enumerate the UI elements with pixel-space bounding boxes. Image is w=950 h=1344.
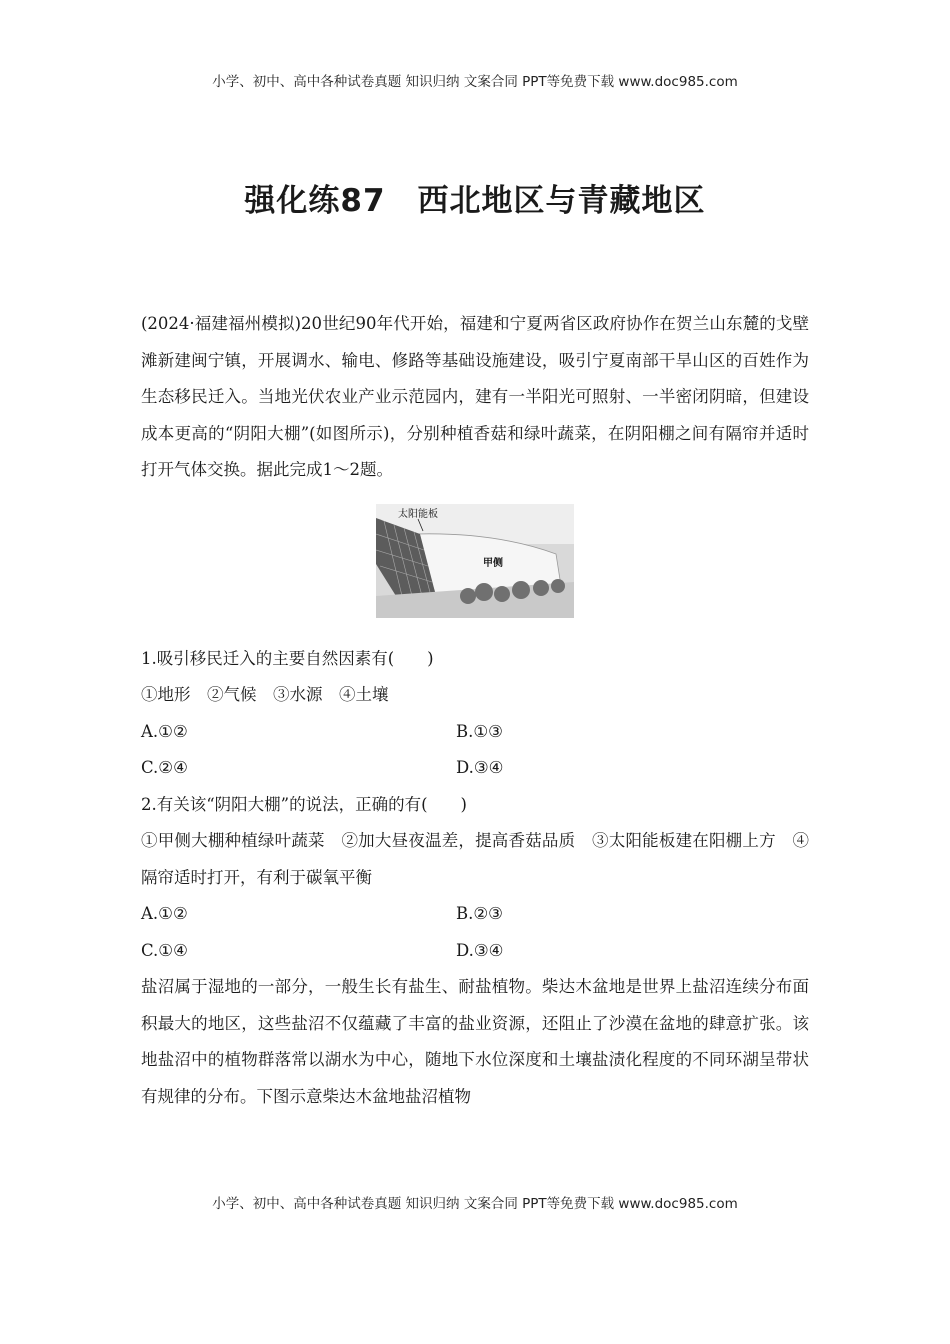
q2-option-a[interactable]: A.①② (141, 904, 188, 923)
q1-option-c[interactable]: C.②④ (141, 758, 188, 777)
q1-option-a[interactable]: A.①② (141, 721, 188, 741)
question-1-options-row-2 (141, 750, 809, 787)
q2-option-d[interactable]: D.③④ (456, 940, 504, 960)
page-title: 强化练87 西北地区与青藏地区 (244, 183, 706, 219)
passage-2: 盐沼属于湿地的一部分，一般生长有盐生、耐盐植物。柴达木盆地是世界上盐沼连续分布面积最大的地区，这些盐沼不仅蕴藏了丰富的盐业资源，还阻止了沙漠在盆地的肆意扩张。该地盐沼中的植物群落常以湖水为中心，随地下水位深度和土壤盐渍化程度的不同环湖呈带状有规律的分布。下图示意柴达木盆地盐沼植物 (141, 977, 809, 1106)
greenhouse-photo (376, 504, 574, 618)
question-1-options-row-1 (141, 714, 809, 751)
question-2-options-row-2 (141, 933, 809, 970)
question-2-options-row-1 (141, 896, 809, 933)
q2-option-c[interactable]: C.①④ (141, 940, 188, 960)
page-footer: 小学、初中、高中各种试卷真题 知识归纳 文案合同 PPT等免费下载 www.doc985.com (212, 1196, 738, 1212)
q2-option-b[interactable]: B.②③ (456, 904, 503, 923)
greenhouse-figure (141, 501, 809, 641)
document-body (141, 306, 809, 1115)
question-1-items: ①地形 ②气候 ③水源 ④土壤 (141, 685, 389, 704)
page-header: 小学、初中、高中各种试卷真题 知识归纳 文案合同 PPT等免费下载 www.doc985.com (212, 74, 738, 90)
question-2-items: ①甲侧大棚种植绿叶蔬菜 ②加大昼夜温差，提高香菇品质 ③太阳能板建在阳棚上方 ④隔帘适时打开，有利于碳氧平衡 (141, 831, 809, 887)
side-jia-label: 甲侧 (483, 557, 503, 569)
q1-option-b[interactable]: B.①③ (456, 721, 503, 741)
question-1-stem: 1.吸引移民迁入的主要自然因素有( ) (141, 648, 434, 668)
intro-paragraph: (2024·福建福州模拟)20世纪90年代开始，福建和宁夏两省区政府协作在贺兰山东麓的戈壁滩新建闽宁镇，开展调水、输电、修路等基础设施建设，吸引宁夏南部干旱山区的百姓作为生态移民迁入。当地光伏农业产业示范园内，建有一半阳光可照射、一半密闭阴暗，但建设成本更高的“阴阳大棚”(如图所示)，分别种植香菇和绿叶蔬菜，在阴阳棚之间有隔帘并适时打开气体交换。据此完成1～2题。 (141, 314, 809, 479)
question-2-stem: 2.有关该“阴阳大棚”的说法，正确的有( ) (141, 794, 467, 814)
q1-option-d[interactable]: D.③④ (456, 758, 504, 777)
solar-panel-label: 太阳能板 (398, 508, 438, 520)
